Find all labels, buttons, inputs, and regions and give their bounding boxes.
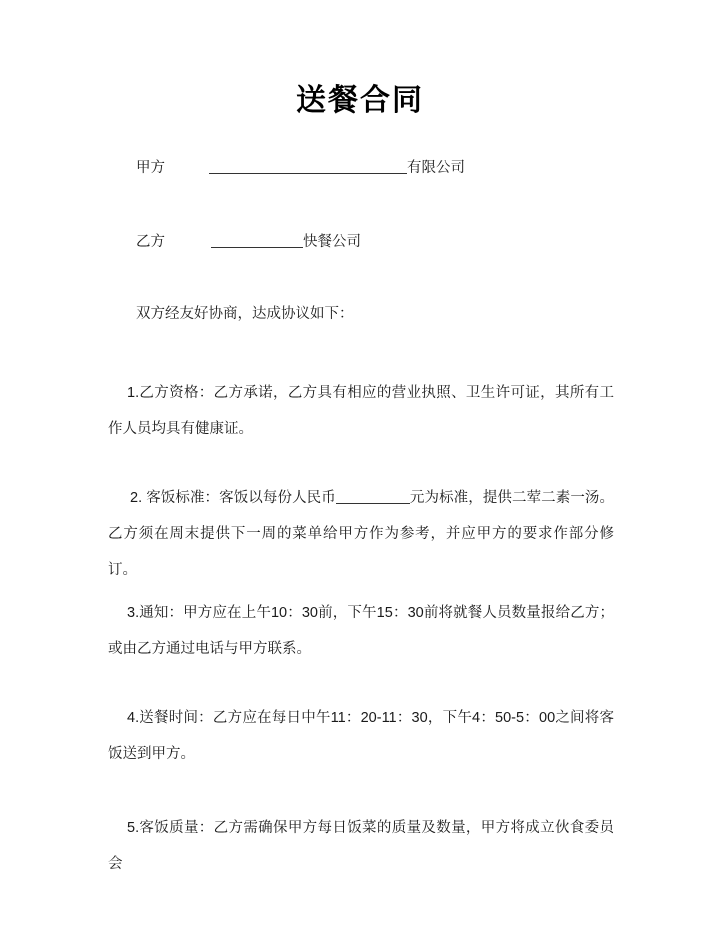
clause-1-number: 1. <box>127 385 140 401</box>
clause-5-number: 5. <box>127 820 140 836</box>
clause-2-text-after-blank: 元为标准，提供二荤二素一汤。乙方须在周末提供下一周的菜单给甲方作为参考，并应甲方的要求作部分修订。 <box>108 490 615 578</box>
party-a-row <box>136 157 465 179</box>
clause-5-text: 客饭质量：乙方需确保甲方每日饭菜的质量及数量，甲方将成立伙食委员会 <box>108 820 614 872</box>
agreement-intro: 双方经友好协商，达成协议如下： <box>136 306 354 322</box>
party-b-row <box>136 231 361 253</box>
clause-4 <box>108 700 614 772</box>
clause-3-number: 3. <box>127 605 140 621</box>
clause-5 <box>108 810 614 882</box>
clause-1-text: 乙方资格：乙方承诺，乙方具有相应的营业执照、卫生许可证，其所有工作人员均具有健康证。 <box>108 385 614 437</box>
clause-2 <box>108 480 614 588</box>
party-b-suffix: 快餐公司 <box>303 234 361 250</box>
party-a-blank-field[interactable] <box>209 158 407 174</box>
clause-4-text: 送餐时间：乙方应在每日中午11：20-11：30，下午4：50-5：00之间将客饭送到甲方。 <box>108 710 614 762</box>
clause-2-text-before-blank: 客饭标准：客饭以每份人民币 <box>146 490 336 506</box>
party-b-label: 乙方 <box>136 234 165 250</box>
party-a-suffix: 有限公司 <box>407 160 465 176</box>
clause-1 <box>108 375 614 447</box>
clause-3-text: 通知：甲方应在上午10：30前，下午15：30前将就餐人员数量报给乙方；或由乙方通过电话与甲方联系。 <box>108 605 614 657</box>
clause-2-price-blank-field[interactable] <box>336 488 410 504</box>
party-a-label: 甲方 <box>136 160 165 176</box>
clause-4-number: 4. <box>127 710 140 726</box>
document-title: 送餐合同 <box>296 84 424 117</box>
party-b-blank-field[interactable] <box>211 232 303 248</box>
clause-2-number: 2. <box>130 490 143 506</box>
clause-3 <box>108 595 614 667</box>
